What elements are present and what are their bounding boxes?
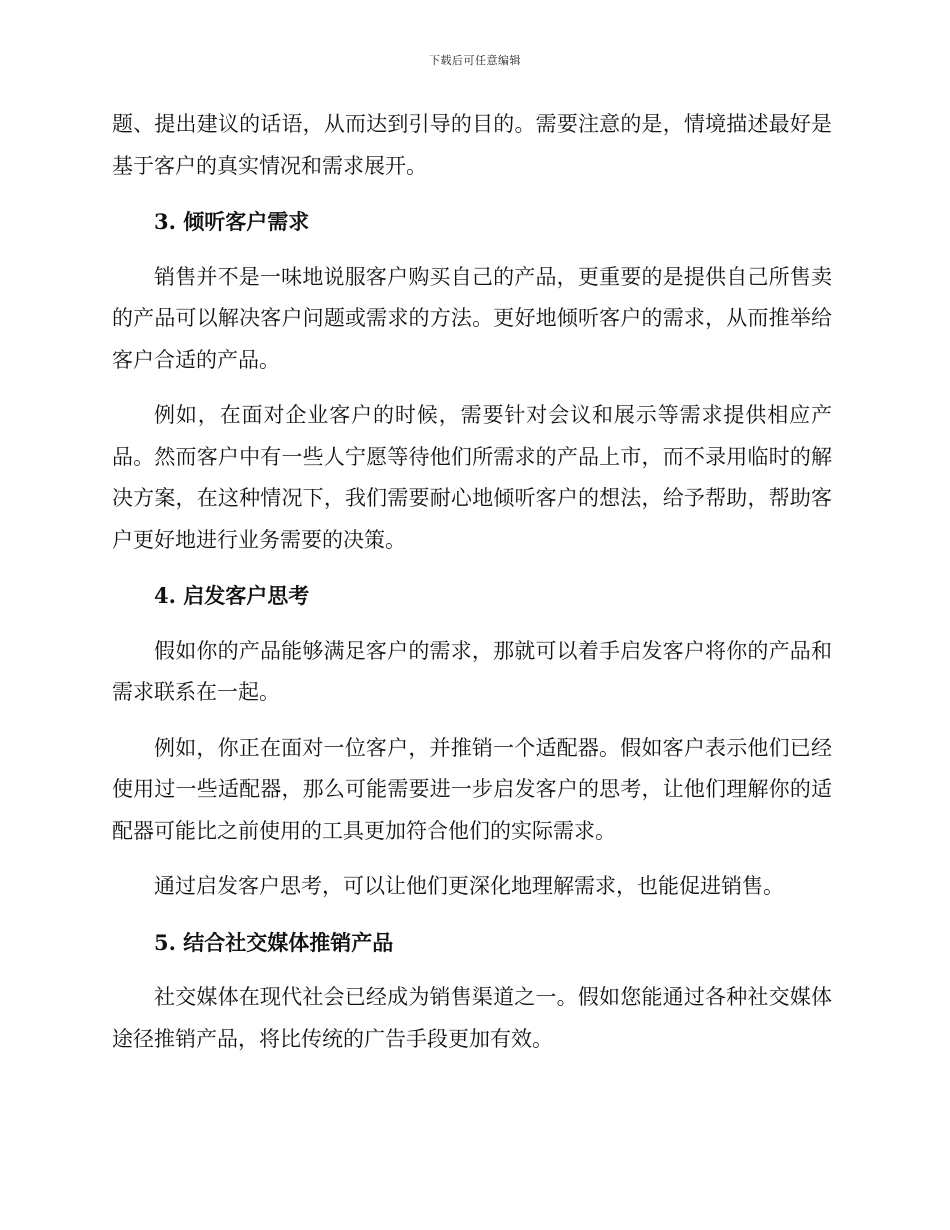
paragraph: 社交媒体在现代社会已经成为销售渠道之一。假如您能通过各种社交媒体途径推销产品，将比传统的广告手段更加有效。 (112, 985, 832, 1051)
document-body (112, 104, 832, 1074)
section-heading-4: 4. 启发客户思考 (154, 583, 310, 608)
paragraph: 假如你的产品能够满足客户的需求，那就可以着手启发客户将你的产品和需求联系在一起。 (112, 638, 832, 704)
paragraph: 通过启发客户思考，可以让他们更深化地理解需求，也能促进销售。 (154, 874, 784, 898)
paragraph: 例如，在面对企业客户的时候，需要针对会议和展示等需求提供相应产品。然而客户中有一些人宁愿等待他们所需求的产品上市，而不录用临时的解决方案，在这种情况下，我们需要耐心地倾听客户的想法，给予帮助，帮助客户更好地进行业务需要的决策。 (112, 403, 832, 552)
page-header: 下载后可任意编辑 (429, 54, 521, 67)
section-heading-3: 3. 倾听客户需求 (154, 209, 310, 234)
section-heading-5: 5. 结合社交媒体推销产品 (154, 929, 394, 955)
paragraph-continuation: 题、提出建议的话语，从而达到引导的目的。需要注意的是，情境描述最好是基于客户的真实情况和需求展开。 (112, 112, 832, 178)
paragraph: 例如，你正在面对一位客户，并推销一个适配器。假如客户表示他们已经使用过一些适配器，那么可能需要进一步启发客户的思考，让他们理解你的适配器可能比之前使用的工具更加符合他们的实际需求。 (112, 735, 832, 843)
paragraph: 销售并不是一味地说服客户购买自己的产品，更重要的是提供自己所售卖的产品可以解决客户问题或需求的方法。更好地倾听客户的需求，从而推举给客户合适的产品。 (112, 264, 832, 372)
